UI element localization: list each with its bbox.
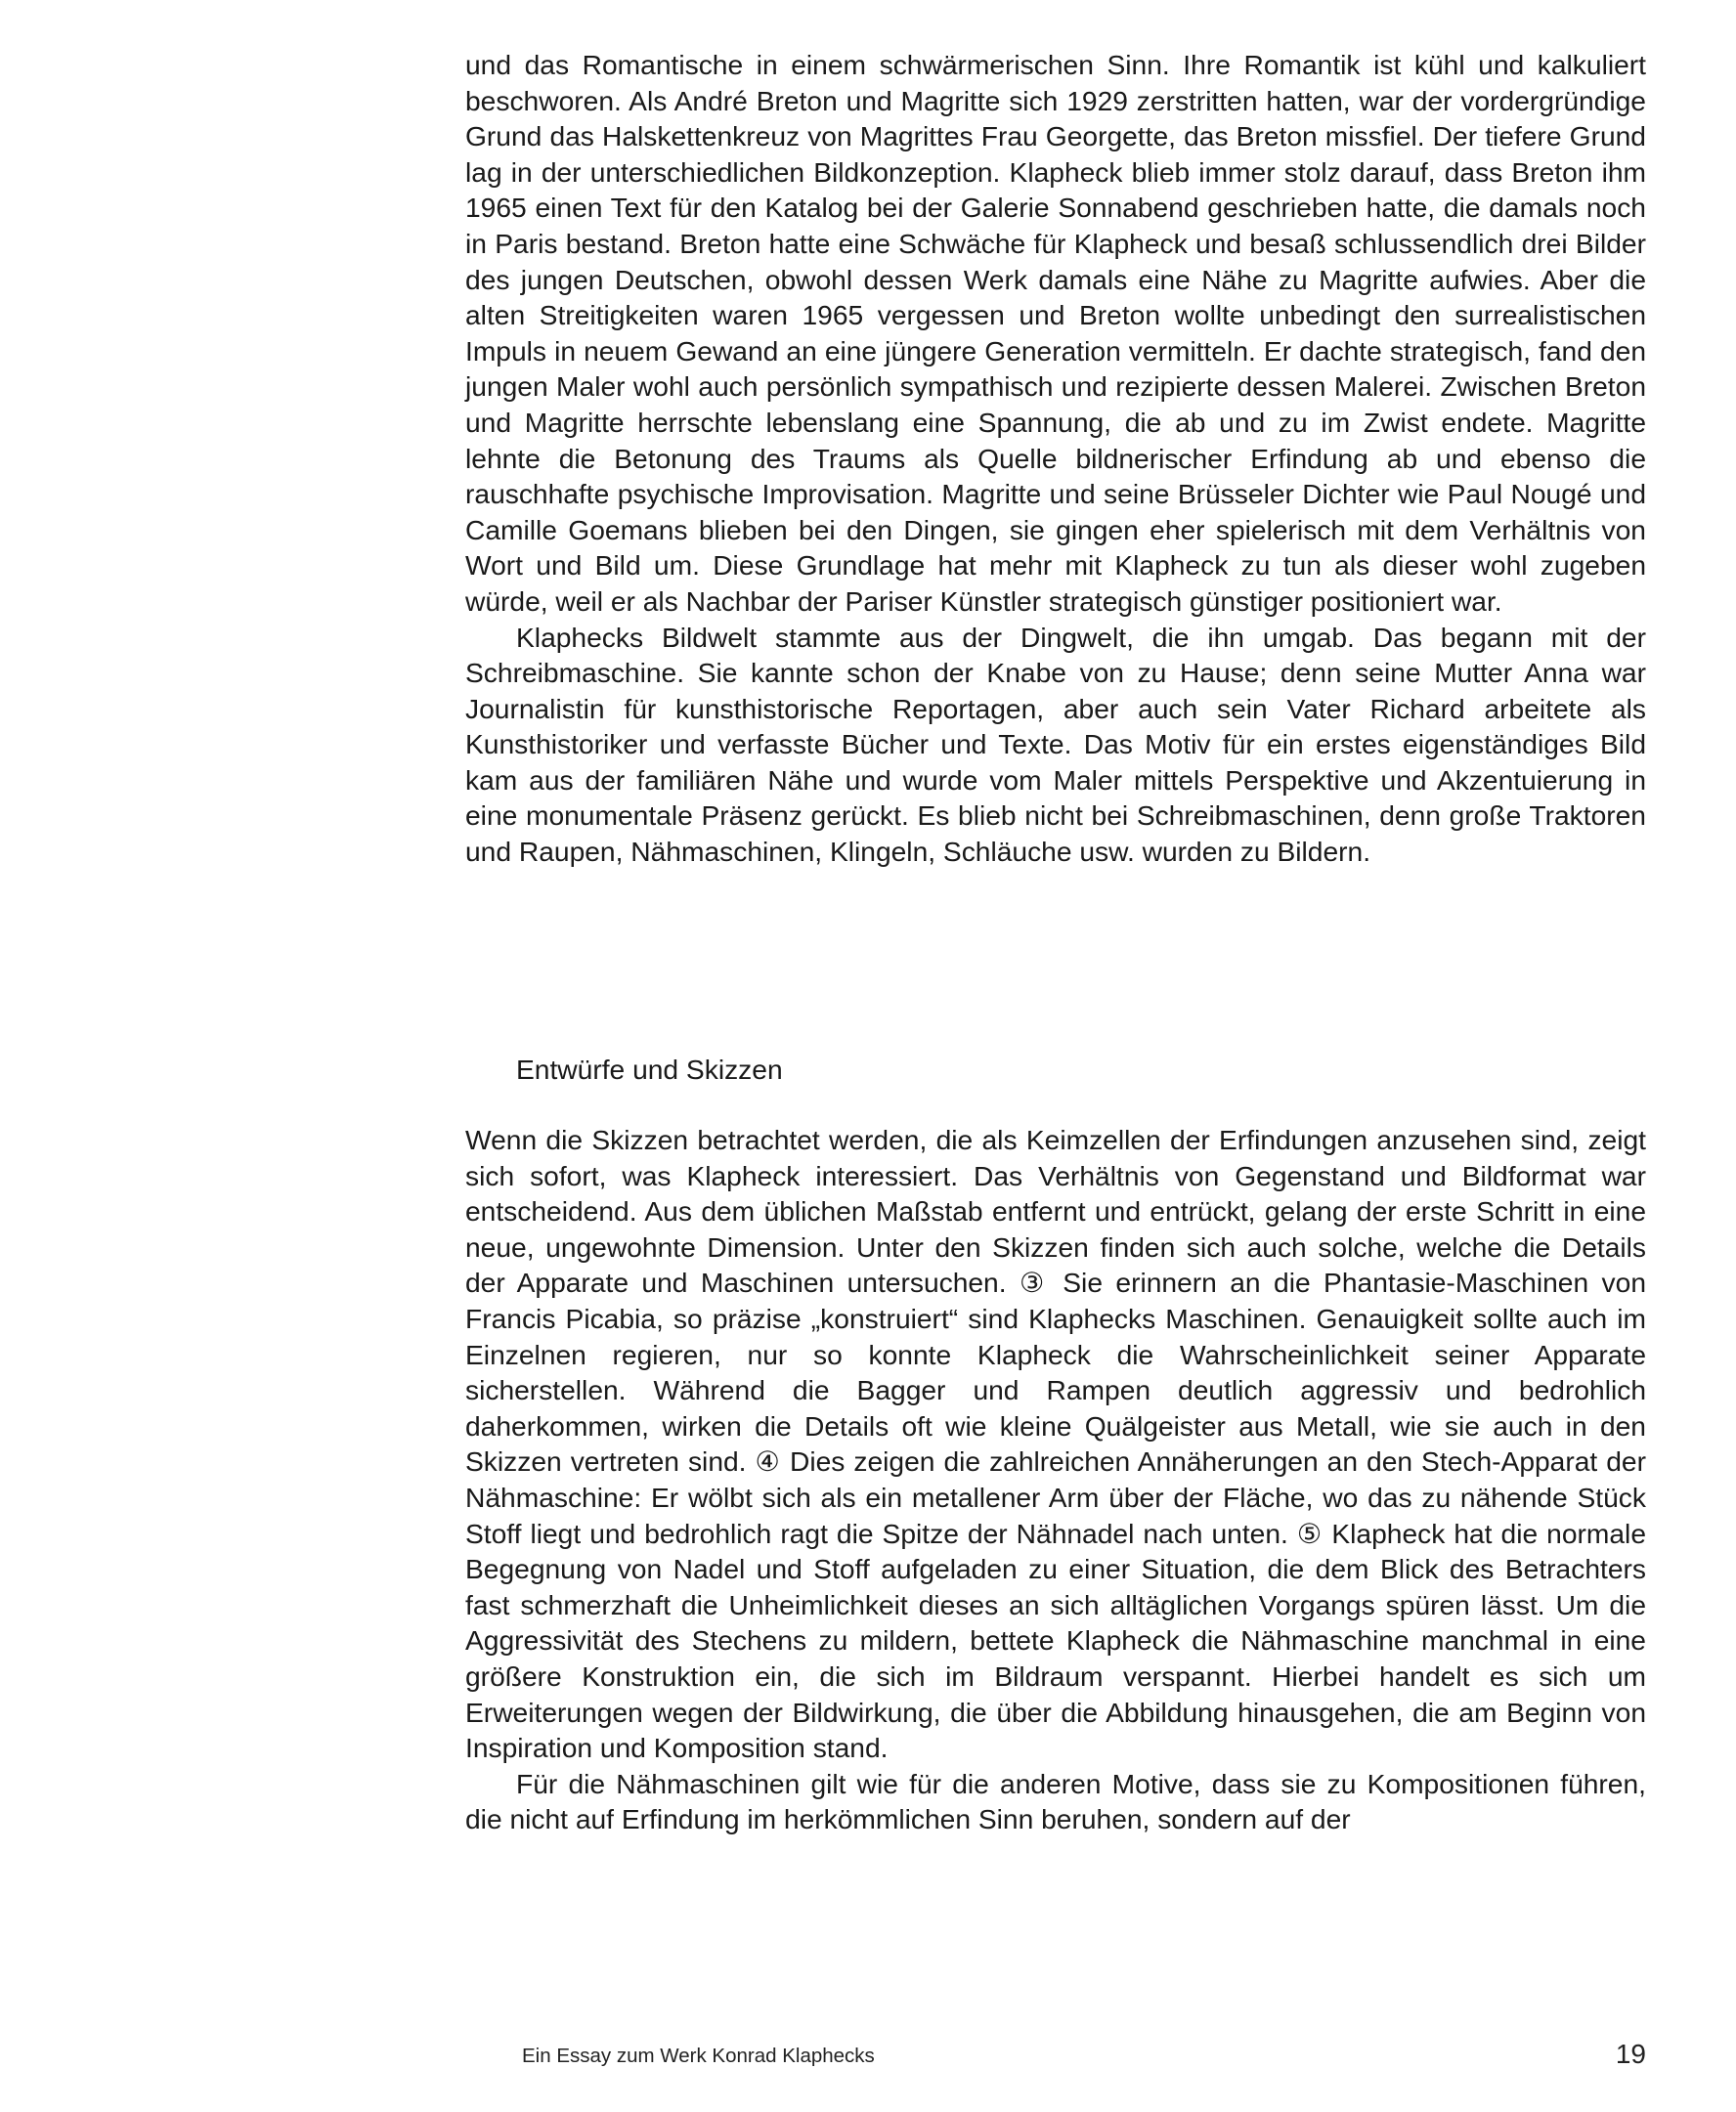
paragraph-romantik-breton: und das Romantische in einem schwärmerischen Sinn. Ihre Romantik ist kühl und kalkuliert beschworen. Als André Breton und Magritte sich 1929 zerstritten hatten, war der vordergründige Grund das Halskettenkreuz von Magrittes Frau Georgette, das Breton missfiel. Der tiefere Grund lag in der unterschiedlichen Bildkonzeption. Klapheck blieb immer stolz darauf, dass Breton ihm 1965 einen Text für den Katalog bei der Galerie Sonnabend geschrieben hatte, die damals noch in Paris bestand. Breton hatte eine Schwäche für Klapheck und besaß schlussendlich drei Bilder des jungen Deutschen, obwohl dessen Werk damals eine Nähe zu Magritte aufwies. Aber die alten Streitigkeiten waren 1965 vergessen und Breton wollte unbedingt den surrealistischen Impuls in neuem Gewand an eine jüngere Generation vermitteln. Er dachte strategisch, fand den jungen Maler wohl auch persönlich sympathisch und rezipierte dessen Malerei. Zwischen Breton und Magritte herrschte lebenslang eine Spannung, die ab und zu im Zwist endete. Magritte lehnte die Betonung des Traums als Quelle bildnerischer Erfindung ab und ebenso die rauschhafte psychische Improvisation. Magritte und seine Brüsseler Dichter wie Paul Nougé und Camille Goemans blieben bei den Dingen, sie gingen eher spielerisch mit dem Verhältnis von Wort und Bild um. Diese Grundlage hat mehr mit Klapheck zu tun als dieser wohl zugeben würde, weil er als Nachbar der Pariser Künstler strategisch günstiger positioniert war. bbox=[465, 49, 1646, 617]
page-number: 19 bbox=[1615, 2039, 1646, 2069]
running-footer-title: Ein Essay zum Werk Konrad Klaphecks bbox=[522, 2045, 875, 2067]
paragraph-skizzen: Wenn die Skizzen betrachtet werden, die als Keimzellen der Erfindungen anzusehen sind, zeigt sich sofort, was Klapheck interessiert. Das Verhältnis von Gegenstand und Bildformat war entscheidend. Aus dem üblichen Maßstab entfernt und entrückt, gelang der erste Schritt in eine neue, ungewohnte Dimension. Unter den Skizzen finden sich auch solche, welche die Details der Apparate und Maschinen untersuchen. ③ Sie erinnern an die Phantasie-Maschinen von Francis Picabia, so präzise „konstruiert“ sind Klaphecks Maschinen. Genauigkeit sollte auch im Einzelnen regieren, nur so konnte Klapheck die Wahrscheinlichkeit seiner Apparate sicherstellen. Während die Bagger und Rampen deutlich aggressiv und bedrohlich daherkommen, wirken die Details oft wie kleine Quälgeister aus Metall, wie sie auch in den Skizzen vertreten sind. ④ Dies zeigen die zahlreichen Annäherungen an den Stech-Apparat der Nähmaschine: Er wölbt sich als ein metallener Arm über der Fläche, wo das zu nähende Stück Stoff liegt und bedrohlich ragt die Spitze der Nähnadel nach unten. ⑤ Klapheck hat die normale Begegnung von Nadel und Stoff aufgeladen zu einer Situation, die dem Blick des Betrachters fast schmerzhaft die Unheimlichkeit dieses an sich alltäglichen Vorgangs spüren lässt. Um die Aggressivität des Stechens zu mildern, bettete Klapheck die Nähmaschine manchmal in eine größere Konstruktion ein, die sich im Bildraum verspannt. Hierbei handelt es sich um Erweiterungen wegen der Bildwirkung, die über die Abbildung hinausgehen, die am Beginn von Inspiration und Komposition stand. bbox=[465, 1124, 1646, 1764]
body-text-section-2 bbox=[465, 1122, 1646, 1837]
section-heading: Entwürfe und Skizzen bbox=[516, 1054, 783, 1085]
paragraph-naehmaschinen: Für die Nähmaschinen gilt wie für die anderen Motive, dass sie zu Kompositionen führen, die nicht auf Erfindung im herkömmlichen Sinn beruhen, sondern auf der bbox=[465, 1767, 1646, 1835]
paragraph-bildwelt: Klaphecks Bildwelt stammte aus der Dingwelt, die ihn umgab. Das begann mit der Schreibmaschine. Sie kannte schon der Knabe von zu Hause; denn seine Mutter Anna war Journalistin für kunsthistorische Reportagen, aber auch sein Vater Richard arbeitete als Kunsthistoriker und verfasste Bücher und Texte. Das Motiv für ein erstes eigenständiges Bild kam aus der familiären Nähe und wurde vom Maler mittels Perspektive und Akzentuierung in eine monumentale Präsenz gerückt. Es blieb nicht bei Schreibmaschinen, denn große Traktoren und Raupen, Nähmaschinen, Klingeln, Schläuche usw. wurden zu Bildern. bbox=[465, 621, 1646, 868]
body-text-section-1 bbox=[465, 47, 1646, 870]
